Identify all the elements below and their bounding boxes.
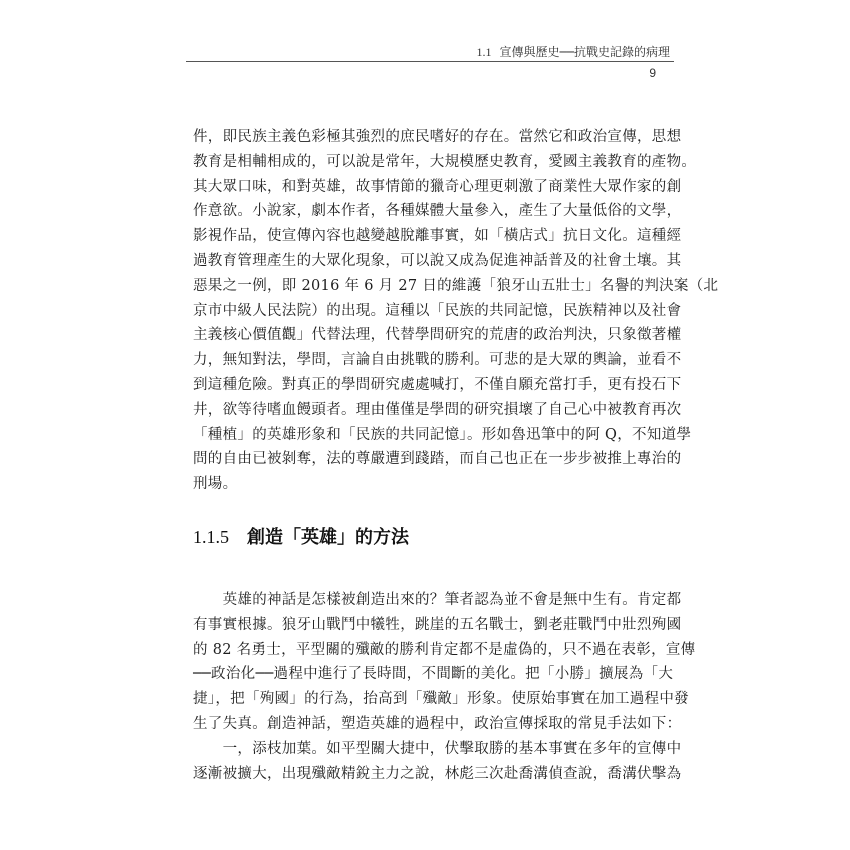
- text-line: 逐漸被擴大，出現殲敵精銳主力之說，林彪三次赴喬溝偵查說，喬溝伏擊為: [193, 765, 682, 782]
- text-line: 件，即民族主義色彩極其強烈的庶民嗜好的存在。當然它和政治宣傳，思想: [193, 129, 682, 145]
- text-line: 其大眾口味，和對英雄，故事情節的獵奇心理更刺激了商業性大眾作家的創: [193, 178, 682, 195]
- text-line: 問的自由已被剝奪，法的尊嚴遭到踐踏，而自己也正在一步步被推上專治的: [193, 451, 682, 468]
- header-title: 宣傳與歷史──抗戰史記錄的病理: [499, 45, 670, 59]
- section-heading: [193, 523, 409, 549]
- text-line: 作意欲。小說家，劇本作者，各種媒體大量參入，產生了大量低俗的文學，: [193, 203, 682, 220]
- running-header: [477, 43, 670, 60]
- text-line: 影視作品，使宣傳內容也越變越脫離事實，如「橫店式」抗日文化。這種經: [193, 228, 682, 245]
- text-line: 井，欲等待嗜血饅頭者。理由僅僅是學問的研究損壞了自己心中被教育再次: [193, 401, 682, 418]
- text-line: 到這種危險。對真正的學問研究處處喊打，不僅自願充當打手，更有投石下: [193, 376, 682, 393]
- text-line: 有事實根據。狼牙山戰鬥中犧牲，跳崖的五名戰士，劉老莊戰鬥中壯烈殉國: [193, 616, 682, 633]
- text-line: 「種植」的英雄形象和「民族的共同記憶」。形如魯迅筆中的阿 Q，不知道學: [193, 426, 692, 443]
- text-line: 一，添枝加葉。如平型關大捷中，伏擊取勝的基本事實在多年的宣傳中: [193, 740, 682, 757]
- page-number: 9: [649, 66, 656, 80]
- text-line: 惡果之一例，即 2016 年 6 月 27 日的維護「狼牙山五壯士」名譽的判決案（北: [193, 277, 719, 294]
- text-line: 英雄的神話是怎樣被創造出來的？筆者認為並不會是無中生有。肯定都: [193, 592, 682, 608]
- text-line: 的 82 名勇士，平型關的殲敵的勝利肯定都不是虛偽的，只不過在表彰，宣傳: [193, 641, 696, 658]
- text-line: 力，無知對法，學問，言論自由挑戰的勝利。可悲的是大眾的輿論，並看不: [193, 352, 682, 369]
- text-line: ──政治化──過程中進行了長時間，不間斷的美化。把「小勝」擴展為「大: [193, 666, 674, 683]
- text-line: 京市中級人民法院）的出現。這種以「民族的共同記憶，民族精神以及社會: [193, 302, 682, 319]
- body-paragraph-2: [193, 588, 696, 786]
- section-number: 1.1.5: [193, 527, 229, 547]
- header-section-number: 1.1: [476, 45, 492, 59]
- section-title: 創造「英雄」的方法: [247, 527, 409, 548]
- header-rule: [186, 61, 674, 62]
- body-paragraph-1: [193, 125, 719, 497]
- text-line: 主義核心價值觀」代替法理，代替學問研究的荒唐的政治判決，只象徵著權: [193, 327, 682, 344]
- text-line: 教育是相輔相成的，可以說是常年，大規模歷史教育，愛國主義教育的產物。: [193, 153, 697, 170]
- text-line: 過教育管理產生的大眾化現象，可以說又成為促進神話普及的社會土壤。其: [193, 252, 682, 269]
- text-line: 生了失真。創造神話，塑造英雄的過程中，政治宣傳採取的常見手法如下：: [193, 715, 682, 732]
- text-line: 刑場。: [193, 476, 238, 493]
- text-line: 捷」，把「殉國」的行為，抬高到「殲敵」形象。使原始事實在加工過程中發: [193, 691, 689, 708]
